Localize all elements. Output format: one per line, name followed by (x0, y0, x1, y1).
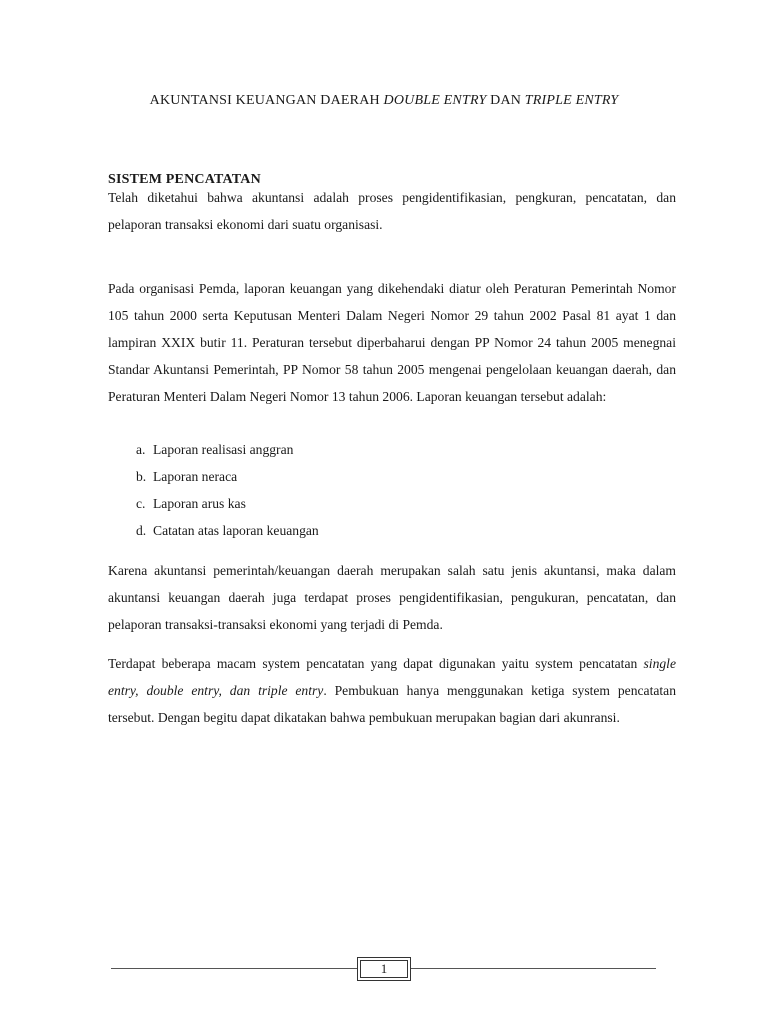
page-number-box (357, 957, 411, 981)
list-marker: c. (136, 496, 146, 511)
list-item-text: Laporan arus kas (153, 496, 246, 511)
list-item-text: Catatan atas laporan keuangan (153, 523, 319, 538)
list-item (136, 517, 319, 544)
list-item (136, 490, 319, 517)
list-marker: d. (136, 523, 147, 538)
title-italic-1: DOUBLE ENTRY (383, 93, 487, 108)
list-item (136, 463, 319, 490)
list-item-text: Laporan realisasi anggran (153, 442, 294, 457)
list-marker: b. (136, 469, 147, 484)
list-marker: a. (136, 442, 146, 457)
title-italic-2: TRIPLE ENTRY (524, 93, 619, 108)
paragraph-4-text-1: Terdapat beberapa macam system pencatatan yang dapat digunakan yaitu system pencatatan (108, 656, 644, 671)
page-number: 1 (360, 960, 408, 978)
document-title (0, 93, 768, 109)
list-item (136, 436, 319, 463)
paragraph-4-text-2: . Pembukuan hanya menggunakan ketiga system pencatatan tersebut. Dengan begitu dapat dikatakan bahwa pembukuan merupakan bagian dari akunransi. (108, 683, 676, 725)
section-heading: SISTEM PENCATATAN (108, 172, 261, 187)
paragraph-4-italic: single entry, double entry, dan triple entry (108, 656, 676, 698)
paragraph-1: Telah diketahui bahwa akuntansi adalah proses pengidentifikasian, pengkuran, pencatatan, dan pelaporan transaksi ekonomi dari suatu organisasi. (108, 190, 676, 232)
paragraph-3: Karena akuntansi pemerintah/keuangan daerah merupakan salah satu jenis akuntansi, maka dalam akuntansi keuangan daerah juga terdapat proses pengidentifikasian, pengukuran, pencatatan, dan pelaporan transaksi-transaksi ekonomi yang terjadi di Pemda. (108, 563, 676, 632)
title-text-2: DAN (486, 93, 525, 108)
paragraph-4 (108, 650, 676, 731)
paragraph-2: Pada organisasi Pemda, laporan keuangan yang dikehendaki diatur oleh Peraturan Pemerintah Nomor 105 tahun 2000 serta Keputusan Menteri Dalam Negeri Nomor 29 tahun 2002 Pasal 81 ayat 1 dan lampiran XXIX butir 11. Peraturan tersebut diperbaharui dengan PP Nomor 24 tahun 2005 menegnai Standar Akuntansi Pemerintah, PP Nomor 58 tahun 2005 mengenai pengelolaan keuangan daerah, dan Peraturan Menteri Dalam Negeri Nomor 13 tahun 2006. Laporan keuangan tersebut adalah: (108, 281, 676, 404)
list-item-text: Laporan neraca (153, 469, 238, 484)
report-list (136, 436, 319, 544)
title-text-1: AKUNTANSI KEUANGAN DAERAH (149, 93, 384, 108)
